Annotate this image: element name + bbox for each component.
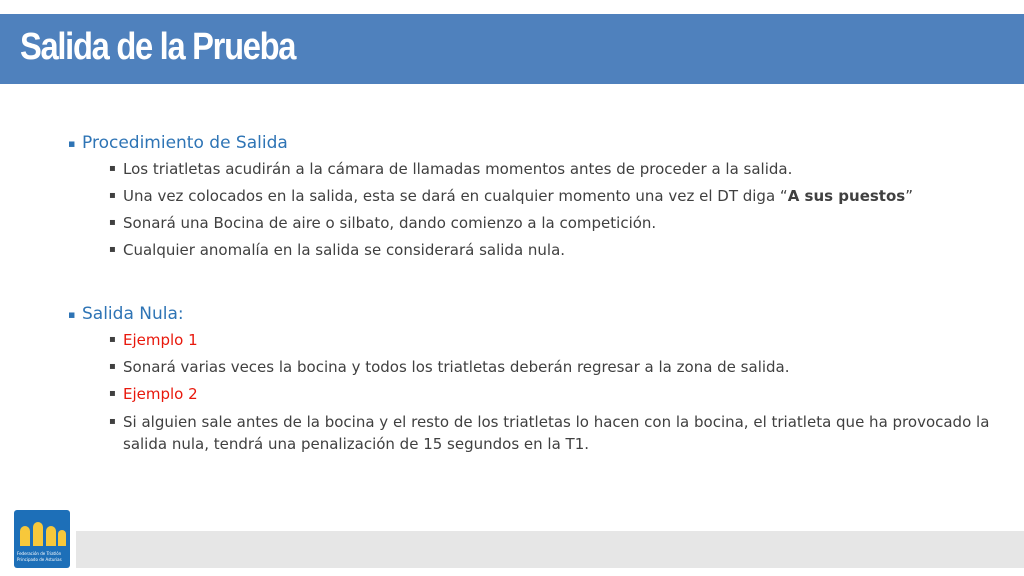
title-bar: [0, 14, 1024, 84]
list-item-text: Si alguien sale antes de la bocina y el resto de los triatletas lo hacen con la bocina, el triatleta que ha provocado la salida nula, tendrá una penalización de 15 segundos en la T1.: [123, 413, 990, 453]
bullet-icon: ▪: [109, 163, 116, 174]
logo-shape: [46, 526, 56, 546]
section-heading-text: Salida Nula:: [82, 304, 184, 324]
bullet-icon: ▪: [68, 137, 76, 150]
bullet-icon: ▪: [68, 308, 76, 321]
section-heading-procedimiento: [68, 133, 288, 153]
list-item-bold-text: A sus puestos: [787, 187, 906, 205]
footer-bar: [76, 531, 1024, 568]
list-item-example: [109, 329, 198, 351]
logo-shape: [20, 526, 30, 546]
federation-logo: [14, 510, 70, 568]
bullet-icon: ▪: [109, 361, 116, 372]
list-item-example: [109, 383, 198, 405]
bullet-icon: ▪: [109, 244, 116, 255]
logo-caption-line2: Principado de Asturias: [17, 557, 62, 562]
list-item-text: Sonará varias veces la bocina y todos los triatletas deberán regresar a la zona de salida.: [123, 358, 790, 376]
list-item-text: Ejemplo 2: [123, 385, 198, 403]
list-item: [109, 158, 793, 180]
list-item: [109, 212, 657, 234]
slide-title: Salida de la Prueba: [20, 26, 296, 68]
bullet-icon: ▪: [109, 334, 116, 345]
list-item: [109, 356, 790, 378]
list-item: [109, 239, 566, 261]
list-item-text: Cualquier anomalía en la salida se considerará salida nula.: [123, 241, 566, 259]
section-heading-salida-nula: [68, 304, 184, 324]
list-item-text-end: ”: [905, 187, 913, 205]
list-item-text: Sonará una Bocina de aire o silbato, dando comienzo a la competición.: [123, 214, 657, 232]
list-item: [109, 185, 913, 207]
list-item-text: Los triatletas acudirán a la cámara de llamadas momentos antes de proceder a la salida.: [123, 160, 793, 178]
logo-shape: [58, 530, 66, 546]
logo-shape: [33, 522, 43, 546]
list-item: [109, 411, 1003, 455]
list-item-text: Una vez colocados en la salida, esta se dará en cualquier momento una vez el DT diga “: [123, 187, 788, 205]
bullet-icon: ▪: [109, 217, 116, 228]
bullet-icon: ▪: [109, 190, 116, 201]
list-item-text: Ejemplo 1: [123, 331, 198, 349]
section-heading-text: Procedimiento de Salida: [82, 133, 288, 153]
logo-caption-line1: Federación de Triatlón: [17, 551, 62, 556]
bullet-icon: ▪: [109, 416, 116, 427]
bullet-icon: ▪: [109, 388, 116, 399]
